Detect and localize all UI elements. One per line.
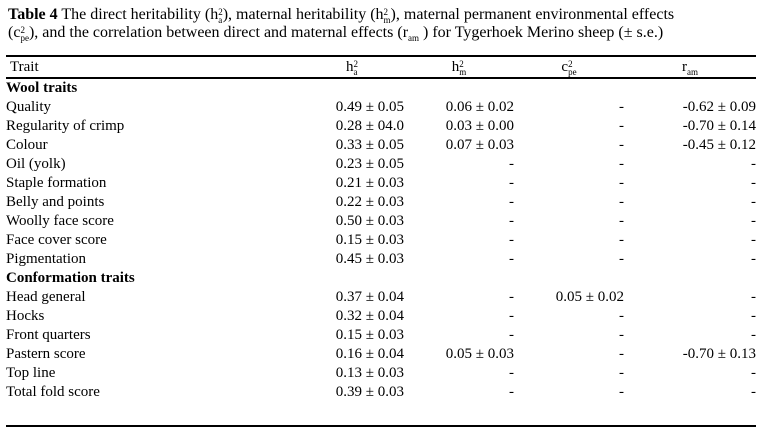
section-row	[6, 78, 756, 98]
section-title: Wool traits	[6, 80, 78, 96]
value-cell: -	[619, 384, 624, 400]
value-cell: -	[751, 156, 756, 172]
c2pe-symbol	[13, 24, 29, 41]
trait-cell: Staple formation	[6, 175, 107, 191]
caption-text-5: ), and the correlation between direct and maternal effects (	[28, 24, 403, 41]
symbol-sub: pe	[568, 66, 577, 77]
table-row	[6, 193, 756, 212]
value-cell: 0.50 ± 0.03	[335, 213, 404, 229]
value-cell: -	[751, 289, 756, 305]
spacer-cell	[6, 402, 756, 426]
trait-cell: Colour	[6, 137, 48, 153]
value-cell: 0.39 ± 0.03	[335, 384, 404, 400]
trait-cell: Pigmentation	[6, 251, 86, 267]
table-row	[6, 345, 756, 364]
symbol-sub: pe	[20, 33, 29, 43]
value-cell: -	[619, 99, 624, 115]
value-cell: -	[751, 232, 756, 248]
value-cell: 0.13 ± 0.03	[335, 365, 404, 381]
symbol-base: h	[346, 58, 354, 75]
caption-text-3: ), maternal permanent environmental effects	[390, 6, 675, 23]
value-cell: 0.21 ± 0.03	[335, 175, 404, 191]
symbol-sup: 2	[568, 58, 573, 69]
trait-cell: Hocks	[6, 308, 45, 324]
symbol-sub: m	[383, 15, 391, 25]
symbol-sup: 2	[459, 58, 464, 69]
table-caption	[8, 6, 754, 42]
value-cell: -	[619, 137, 624, 153]
value-cell: -	[509, 308, 514, 324]
value-cell: -	[509, 251, 514, 267]
symbol-sup: 2	[20, 25, 25, 35]
value-cell: -	[751, 175, 756, 191]
table-row	[6, 212, 756, 231]
table-row	[6, 250, 756, 269]
value-cell: -	[509, 365, 514, 381]
value-cell: 0.03 ± 0.00	[445, 118, 514, 134]
heritability-table	[6, 55, 756, 427]
trait-cell: Front quarters	[6, 327, 91, 343]
value-cell: 0.05 ± 0.03	[445, 346, 514, 362]
ram-symbol	[403, 24, 419, 41]
section-title: Conformation traits	[6, 270, 135, 286]
value-cell: 0.16 ± 0.04	[335, 346, 404, 362]
value-cell: -	[619, 213, 624, 229]
value-cell: -	[619, 232, 624, 248]
column-header-h2a	[300, 56, 404, 78]
value-cell: -	[619, 194, 624, 210]
value-cell: -	[509, 232, 514, 248]
trait-cell: Woolly face score	[6, 213, 114, 229]
column-header-ram	[624, 56, 756, 78]
table-row	[6, 136, 756, 155]
trait-cell: Oil (yolk)	[6, 156, 66, 172]
table-row	[6, 364, 756, 383]
h2m-symbol	[376, 6, 391, 23]
table-row	[6, 326, 756, 345]
value-cell: 0.49 ± 0.05	[335, 99, 404, 115]
section-row	[6, 269, 756, 288]
value-cell: -	[751, 308, 756, 324]
trait-cell: Face cover score	[6, 232, 107, 248]
value-cell: 0.33 ± 0.05	[335, 137, 404, 153]
value-cell: -	[751, 213, 756, 229]
caption-text-4: (	[8, 24, 14, 41]
value-cell: -	[509, 384, 514, 400]
symbol-base: c	[13, 24, 21, 41]
value-cell: -	[619, 327, 624, 343]
value-cell: -0.70 ± 0.13	[682, 346, 756, 362]
table-number: Table 4	[8, 6, 58, 23]
trait-cell: Regularity of crimp	[6, 118, 125, 134]
h2a-symbol	[346, 59, 358, 75]
value-cell: 0.32 ± 0.04	[335, 308, 404, 324]
header-row	[6, 56, 756, 78]
symbol-base: c	[561, 58, 569, 75]
value-cell: -	[509, 194, 514, 210]
table-row	[6, 174, 756, 193]
h2a-symbol	[210, 6, 223, 23]
spacer-row	[6, 402, 756, 426]
caption-text-2: ), maternal heritability (	[222, 6, 376, 23]
symbol-sub: m	[459, 66, 467, 77]
symbol-base: r	[682, 58, 687, 75]
value-cell: -	[619, 346, 624, 362]
table-body	[6, 78, 756, 426]
symbol-sub: a	[218, 15, 223, 25]
value-cell: 0.07 ± 0.03	[445, 137, 514, 153]
symbol-base: h	[451, 58, 460, 75]
symbol-base: h	[210, 6, 219, 23]
value-cell: -	[509, 289, 514, 305]
value-cell: -	[619, 365, 624, 381]
column-header-c2pe	[514, 56, 624, 78]
value-cell: -	[619, 251, 624, 267]
value-cell: -0.45 ± 0.12	[682, 137, 756, 153]
value-cell: -	[751, 365, 756, 381]
ram-symbol	[682, 59, 698, 75]
value-cell: 0.06 ± 0.02	[445, 99, 514, 115]
value-cell: 0.22 ± 0.03	[335, 194, 404, 210]
table-row	[6, 117, 756, 136]
value-cell: 0.28 ± 04.0	[335, 118, 404, 134]
table-row	[6, 307, 756, 326]
symbol-base: r	[402, 24, 409, 41]
c2pe-symbol	[561, 59, 576, 75]
caption-text-1: The direct heritability (	[57, 6, 211, 23]
value-cell: 0.05 ± 0.02	[555, 289, 624, 305]
value-cell: -	[619, 118, 624, 134]
value-cell: -	[509, 175, 514, 191]
value-cell: 0.15 ± 0.03	[335, 327, 404, 343]
trait-cell: Pastern score	[6, 346, 86, 362]
table-row	[6, 383, 756, 402]
symbol-sup: 2	[383, 7, 389, 17]
table-row	[6, 98, 756, 117]
value-cell: -0.62 ± 0.09	[682, 99, 756, 115]
value-cell: -	[751, 194, 756, 210]
column-header-h2m	[404, 56, 514, 78]
value-cell: 0.23 ± 0.05	[335, 156, 404, 172]
value-cell: -	[751, 251, 756, 267]
value-cell: -	[509, 327, 514, 343]
trait-cell: Total fold score	[6, 384, 100, 400]
table-row	[6, 231, 756, 250]
value-cell: 0.45 ± 0.03	[335, 251, 404, 267]
value-cell: -0.70 ± 0.14	[682, 118, 756, 134]
trait-cell: Belly and points	[6, 194, 105, 210]
value-cell: 0.37 ± 0.04	[335, 289, 404, 305]
value-cell: -	[509, 213, 514, 229]
value-cell: -	[619, 175, 624, 191]
h2m-symbol	[452, 59, 467, 75]
table-row	[6, 288, 756, 307]
value-cell: -	[751, 327, 756, 343]
trait-cell: Quality	[6, 99, 51, 115]
value-cell: -	[751, 384, 756, 400]
symbol-sup: 2	[218, 7, 223, 17]
value-cell: -	[619, 308, 624, 324]
symbol-sub: a	[353, 66, 358, 77]
trait-cell: Head general	[6, 289, 86, 305]
symbol-base: h	[375, 6, 384, 23]
value-cell: -	[509, 156, 514, 172]
caption-text-6: ) for Tygerhoek Merino sheep (± s.e.)	[419, 24, 664, 41]
trait-cell: Top line	[6, 365, 56, 381]
value-cell: -	[619, 156, 624, 172]
value-cell: 0.15 ± 0.03	[335, 232, 404, 248]
column-header-trait: Trait	[6, 56, 300, 78]
symbol-sup: 2	[353, 58, 358, 69]
symbol-sub: am	[687, 66, 698, 77]
symbol-sub: am	[408, 33, 420, 43]
table-row	[6, 155, 756, 174]
